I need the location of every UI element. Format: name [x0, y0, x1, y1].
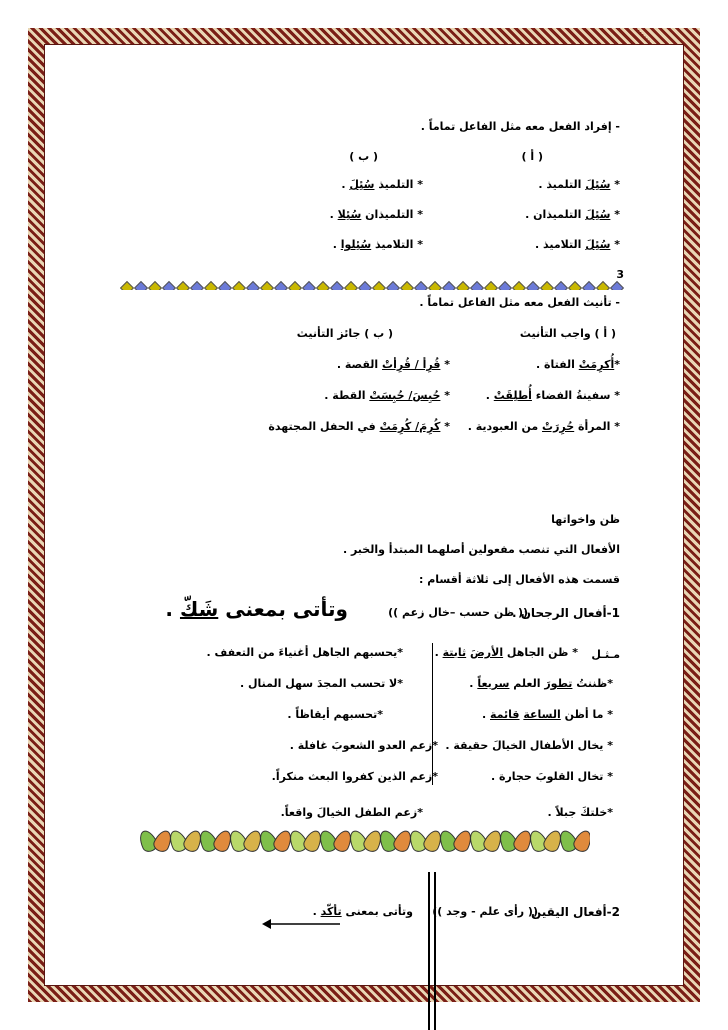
feminine-row-a: * سفينةُ الفضاء أُطلِقَتْ .: [485, 389, 620, 402]
example-left: *زعم الطفل الخيالَ واقعاً.: [280, 806, 423, 819]
diamond-shape: [190, 281, 204, 290]
diamond-shape: [120, 281, 134, 290]
example-right: *خلتكَ جبلاً .: [547, 806, 613, 819]
diamond-shape: [498, 281, 512, 290]
feminine-row-b: * حُبِسَ/ حُبِسَتْ القطة .: [324, 389, 450, 402]
diamond-divider: [120, 278, 628, 290]
diamond-shape: [162, 281, 176, 290]
diamond-shape: [512, 281, 526, 290]
feminine-col-a: ( أ ) واجب التأنيث: [519, 327, 616, 340]
leaf-divider: [140, 826, 590, 856]
diamond-shape: [232, 281, 246, 290]
feminine-row-b: * كُرِمَ/ كُرِمَتْ في الحفل المجتهدة: [268, 420, 450, 433]
example-label: مـثـل: [591, 648, 620, 661]
example-left: *زعم الذين كفروا البعث منكراً.: [271, 770, 438, 783]
group1-label: 1-أفعال الرجحان .: [511, 606, 620, 620]
example-left: *يحسبهم الجاهل أغنياءَ من التعفف .: [206, 646, 403, 659]
diamond-shape: [218, 281, 232, 290]
diamond-shape: [260, 281, 274, 290]
singular-row-a: * سُئِلَ التلميذان .: [525, 208, 620, 221]
arrow-left-icon: [262, 916, 342, 932]
diamond-shape: [148, 281, 162, 290]
leaf-shape: [571, 828, 590, 855]
group1-verbs: (( ظن حسب –خال زعم )): [388, 606, 528, 619]
example-right: * تخال القلوبَ حجارة .: [490, 770, 613, 783]
diamond-shape: [386, 281, 400, 290]
diamond-shape: [456, 281, 470, 290]
example-left: *زعم العدو الشعوبَ غافلة .: [289, 739, 438, 752]
singular-row-b: * التلاميذ سُئِلوا .: [332, 238, 423, 251]
singular-row-a: * سُئِلَ التلميذ .: [538, 178, 620, 191]
group1-meaning: وتأتى بمعنى شَكّ .: [165, 597, 348, 621]
singular-row-b: * التلميذ سُئِلَ .: [341, 178, 423, 191]
diamond-shape: [470, 281, 484, 290]
feminine-row-a: * المرأة حُرِرَتْ من العبودية .: [467, 420, 620, 433]
singular-col-a: ( أ ): [521, 150, 543, 163]
diamond-shape: [400, 281, 414, 290]
diamond-shape: [582, 281, 596, 290]
example-left: *لا تحسب المجدَ سهل المنال .: [239, 677, 403, 690]
diamond-shape: [246, 281, 260, 290]
example-right: * ما أظن الساعة قائمة .: [481, 708, 613, 721]
singular-heading: - إفراد الفعل معه مثل الفاعل تماماً .: [420, 120, 620, 133]
page-number: 3: [616, 268, 624, 281]
diamond-shape: [596, 281, 610, 290]
example-right: * يخال الأطفال الخيالَ حقيقة .: [445, 739, 613, 752]
group2-verbs: (( رأى علم - وجد )): [432, 905, 538, 918]
diamond-shape: [274, 281, 288, 290]
feminine-row-b: * قُرِأ / قُرِأتْ القصة .: [336, 358, 450, 371]
diamond-shape: [358, 281, 372, 290]
example-right: * ظن الجاهل الأرضَ ثابتة .: [434, 646, 578, 659]
feminine-col-b: ( ب ) جائز التأنيث: [296, 327, 393, 340]
diamond-shape: [526, 281, 540, 290]
diamond-shape: [442, 281, 456, 290]
vertical-bar: [434, 872, 436, 1030]
diamond-shape: [568, 281, 582, 290]
example-left: *تحسبهم أيقاظاً .: [287, 708, 383, 721]
diamond-shape: [330, 281, 344, 290]
diamond-shape: [610, 281, 624, 290]
diamond-shape: [372, 281, 386, 290]
diamond-shape: [134, 281, 148, 290]
zanna-title: ظن واخواتها: [551, 513, 620, 526]
vertical-bar: [428, 872, 430, 1030]
feminine-row-a: *أُكرِمَتْ الفتاة .: [535, 358, 620, 371]
diamond-shape: [344, 281, 358, 290]
feminine-heading: - تأنيث الفعل معه مثل الفاعل تماماً .: [419, 296, 620, 309]
column-divider: [432, 643, 433, 785]
diamond-shape: [484, 281, 498, 290]
singular-row-a: * سُئِلَ التلاميذ .: [535, 238, 620, 251]
example-right: *ظننتُ تطورَ العلم سريعاً .: [469, 677, 613, 690]
zanna-definition: الأفعال التي تنصب مفعولين أصلهما المبتدأ والخبر .: [342, 543, 620, 556]
diamond-shape: [554, 281, 568, 290]
zanna-division: قسمت هذه الأفعال إلى ثلاثة أقسام :: [419, 573, 620, 586]
singular-row-b: * التلميذان سُئِلا .: [329, 208, 423, 221]
diamond-shape: [204, 281, 218, 290]
diamond-shape: [176, 281, 190, 290]
group2-meaning: وتأتى بمعنى تأكّد .: [312, 905, 413, 918]
diamond-shape: [414, 281, 428, 290]
diamond-shape: [428, 281, 442, 290]
group2-label: 2-أفعال اليقين: [530, 905, 620, 919]
singular-col-b: ( ب ): [349, 150, 378, 163]
diamond-shape: [302, 281, 316, 290]
diamond-shape: [316, 281, 330, 290]
diamond-shape: [288, 281, 302, 290]
diamond-shape: [540, 281, 554, 290]
